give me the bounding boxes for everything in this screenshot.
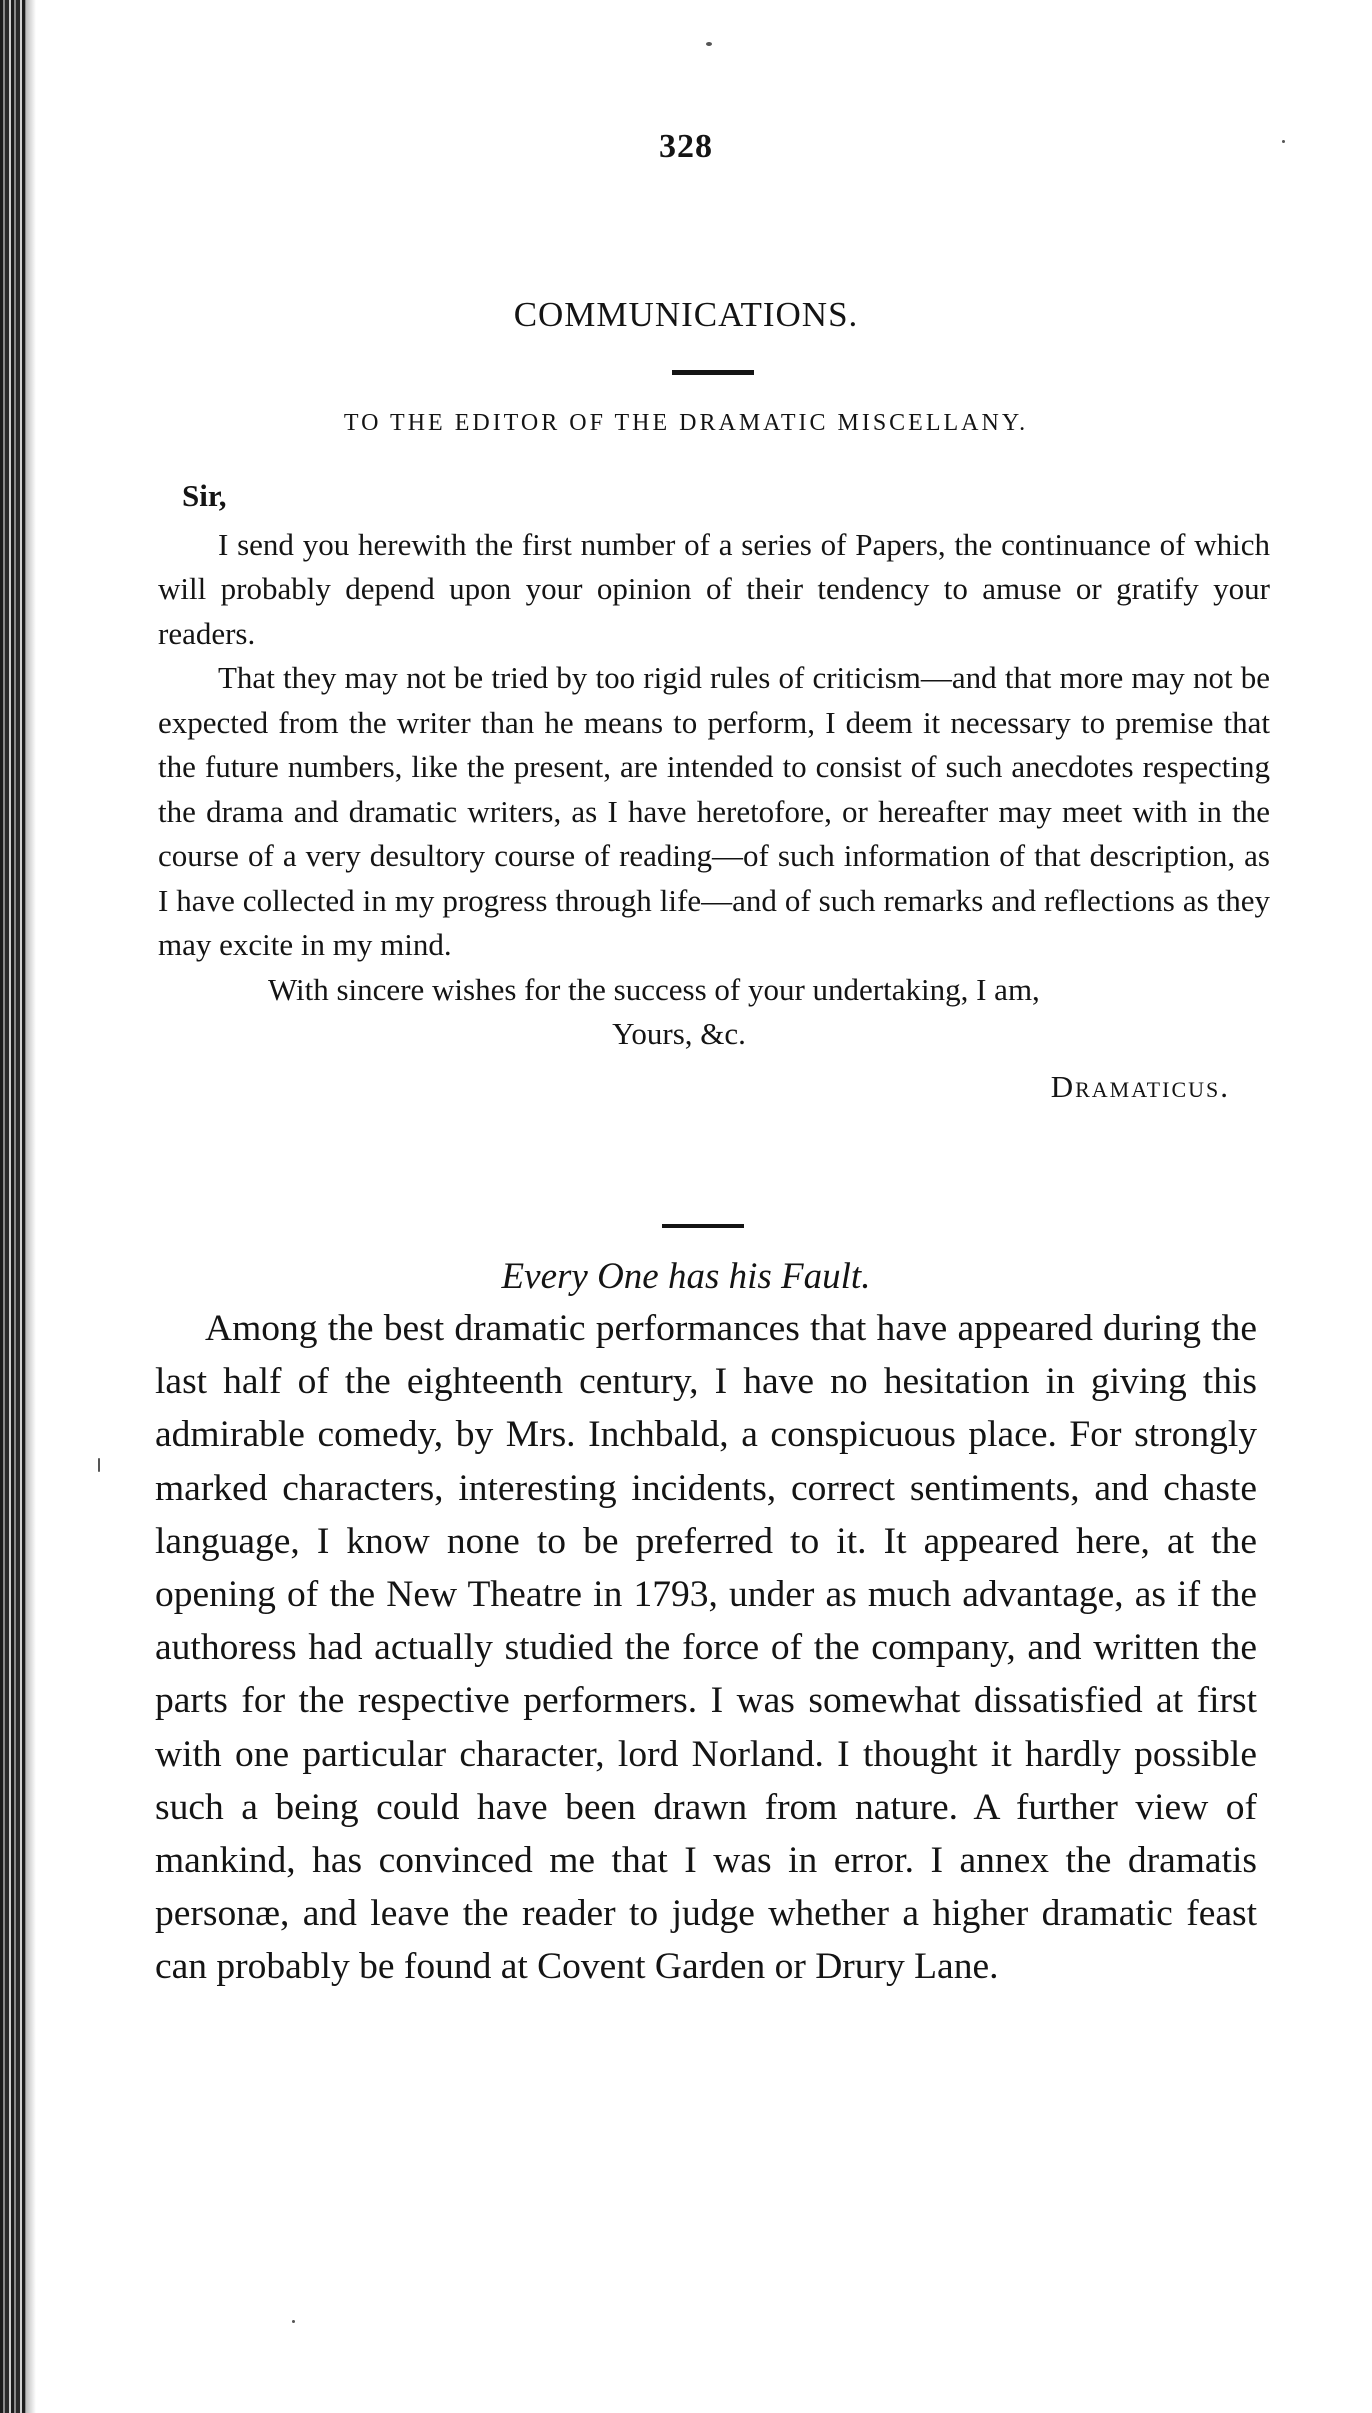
section-title: COMMUNICATIONS. (513, 295, 859, 334)
letter-salutation: Sir, (182, 478, 227, 513)
letter-paragraph: I send you herewith the first number of a series of Papers, the continuance of which will probably depend upon your opinion of their tendency to amuse or gratify your readers. (158, 526, 1270, 651)
page-number: 328 (659, 128, 713, 165)
title-rule (672, 370, 754, 375)
section-divider-rule (662, 1224, 744, 1228)
letter-valediction: Yours, &c. (612, 1016, 746, 1051)
article-paragraph: Among the best dramatic performances that have appeared during the last half of the eighteenth century, I have no hesitation in giving this admirable comedy, by Mrs. Inchbald, a conspicuous place. For strongly marked characters, interesting incidents, correct sentiments, and chaste language, I know none to be preferred to it. It appeared here, at the opening of the New Theatre in 1793, under as much advantage, as if the authoress had actually studied the force of the company, and written the parts for the respective performers. I was somewhat dissatisfied at first with one particular character, lord Norland. I thought it hardly possible such a being could have been drawn from nature. A further view of mankind, has convinced me that I was in error. I annex the dramatis personæ, and leave the reader to judge whether a higher dramatic feast can probably be found at Covent Garden or Drury Lane. (155, 1308, 1257, 1988)
letter-closing: With sincere wishes for the success of your undertaking, I am, (268, 971, 1040, 1007)
ink-speck (706, 42, 712, 46)
article-title: Every One has his Fault. (501, 1256, 871, 1297)
ink-speck (98, 1458, 100, 1472)
editor-heading: TO THE EDITOR OF THE DRAMATIC MISCELLANY. (343, 410, 1029, 436)
letter-signature: Dramaticus. (1050, 1068, 1230, 1104)
letter-to-editor (158, 474, 1270, 1109)
ink-speck (292, 2320, 295, 2323)
article-body (155, 1302, 1257, 1994)
book-binding-edge (0, 0, 26, 2413)
binding-shadow (26, 0, 36, 2413)
letter-paragraph: That they may not be tried by too rigid rules of criticism—and that more may not be expected from the writer than he means to perform, I deem it necessary to premise that the future numbers, like the present, are intended to consist of such anecdotes respecting the drama and dramatic writers, as I have heretofore, or hereafter may meet with in the course of a very desultory course of reading—of such information of that description, as I have collected in my progress through life—and of such remarks and reflections as they may excite in my mind. (158, 660, 1270, 962)
